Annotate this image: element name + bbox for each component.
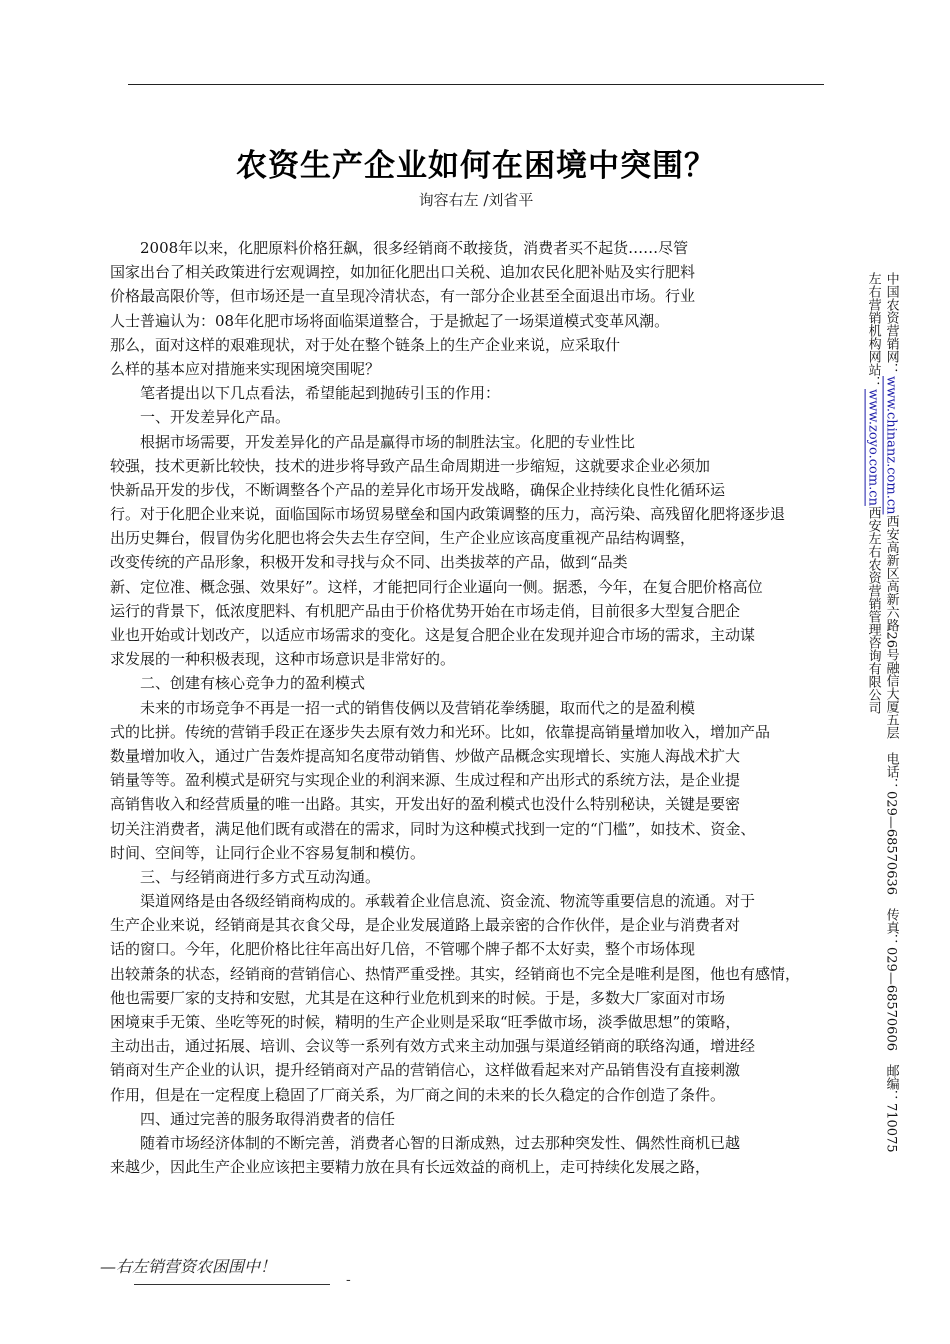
side-note-contact (884, 272, 898, 1153)
paragraph-line: 未来的市场竞争不再是一招一式的销售伎俩以及营销花拳绣腿，取而代之的是盈利模 (110, 698, 696, 717)
paragraph-line: 四、通过完善的服务取得消费者的信任 (110, 1109, 396, 1128)
article-body (110, 236, 830, 1179)
paragraph-line: 话的窗口。今年，化肥价格比往年高出好几倍，不管哪个牌子都不太好卖，整个市场体现 (110, 940, 696, 959)
paragraph-line: 随着市场经济体制的不断完善，消费者心智的日渐成熟，过去那种突发性、偶然性商机已越 (110, 1133, 741, 1152)
paragraph-line: 2008年以来，化肥原料价格狂飙，很多经销商不敢接货，消费者买不起货……尽管 (110, 239, 689, 257)
paragraph-line: 人士普遍认为：08年化肥市场将面临渠道整合，于是掀起了一场渠道模式变革风潮。 (110, 311, 670, 330)
paragraph-line: 二、创建有核心竞争力的盈利模式 (110, 674, 366, 693)
paragraph-line: 高销售收入和经营质量的唯一出路。其实，开发出好的盈利模式也没什么特别秘诀，关键是要密 (110, 795, 741, 814)
paragraph-line: 式的比拼。传统的营销手段正在逐步失去原有效力和光环。比如，依靠提高销量增加收入，增加产品 (110, 722, 771, 741)
paragraph-line: 主动出击，通过拓展、培训、会议等一系列有效方式来主动加强与渠道经销商的联络沟通，增进经 (110, 1037, 756, 1056)
website-link[interactable]: www.zoyo.com.cn (865, 389, 881, 506)
paragraph-line: 新、定位准、概念强、效果好”。这样，才能把同行企业逼向一侧。据悉，今年，在复合肥价格高位 (110, 577, 763, 596)
paragraph-line: 困境束手无策、坐吃等死的时候，精明的生产企业则是采取“旺季做市场，淡季做思想”的策略， (110, 1013, 741, 1031)
paragraph-line: 销量等等。盈利模式是研究与实现企业的利润来源、生成过程和产出形式的系统方法，是企业提 (110, 771, 741, 790)
paragraph-line: 笔者提出以下几点看法，希望能起到抛砖引玉的作用： (110, 384, 501, 403)
paragraph-line: 运行的背景下，低浓度肥料、有机肥产品由于价格优势开始在市场走俏，目前很多大型复合肥企 (110, 601, 741, 620)
byline: 询容右左 /刘省平 (418, 191, 534, 209)
paragraph-line: 来越少，因此生产企业应该把主要精力放在具有长远效益的商机上，走可持续化发展之路， (110, 1158, 711, 1177)
side-note-company-label: 左右营销机构网站： (865, 272, 881, 389)
paragraph-line: 国家出台了相关政策进行宏观调控，如加征化肥出口关税、追加农民化肥补贴及实行肥料 (110, 263, 696, 282)
paragraph-line: 较强，技术更新比较快，技术的进步将导致产品生命周期进一步缩短，这就要求企业必须加 (110, 456, 711, 475)
side-note-company-name: 西安左右农资营销管理咨询有限公司 (865, 505, 881, 714)
paragraph-line: 快新品开发的步伐，不断调整各个产品的差异化市场开发战略，确保企业持续化良性化循环运 (110, 480, 726, 499)
paragraph-line: 销商对生产企业的认识，提升经销商对产品的营销信心，这样做看起来对产品销售没有直接刺激 (110, 1061, 741, 1080)
paragraph-line: 改变传统的产品形象，积极开发和寻找与众不同、出类拔萃的产品，做到“品类 (110, 553, 628, 572)
paragraph-line: 三、与经销商进行多方式互动沟通。 (110, 867, 381, 886)
chinanz-link[interactable]: www.chinanz.com.cn (883, 376, 899, 515)
paragraph-line: 行。对于化肥企业来说，面临国际市场贸易壁垒和国内政策调整的压力，高污染、高残留化肥将逐步退 (110, 505, 786, 524)
paragraph-line: 一、开发差异化产品。 (110, 408, 291, 427)
paragraph-line: 么样的基本应对措施来实现困境突围呢？ (110, 359, 381, 378)
paragraph-line: 出历史舞台，假冒伪劣化肥也将会失去生存空间，生产企业应该高度重视产品结构调整， (110, 529, 696, 548)
paragraph-line: 那么，面对这样的艰难现状，对于处在整个链条上的生产企业来说，应采取什 (110, 335, 621, 354)
paragraph-line: 生产企业来说，经销商是其衣食父母，是企业发展道路上最亲密的合作伙伴，是企业与消费者对 (110, 916, 741, 935)
paragraph-line: 作用，但是在一定程度上稳固了厂商关系，为厂商之间的未来的长久稳定的合作创造了条件。 (110, 1085, 726, 1104)
footer-rule (134, 1284, 330, 1285)
footer-mark: - (346, 1272, 351, 1288)
side-note-contact-text: 西安高新区高新六路26号融信大厦五层 电话：029—68570636 传真：029—68570606 邮编：710075 (883, 514, 899, 1153)
paragraph-line: 渠道网络是由各级经销商构成的。承载着企业信息流、资金流、物流等重要信息的流通。对于 (110, 892, 756, 911)
paragraph-line: 他也需要厂家的支持和安慰，尤其是在这种行业危机到来的时候。于是，多数大厂家面对市场 (110, 988, 726, 1007)
paragraph-line: 切关注消费者，满足他们既有或潜在的需求，同时为这种模式找到一定的“门槛”，如技术、资金、 (110, 819, 756, 838)
side-note-company (866, 272, 880, 714)
side-note-contact-label: 中国农资营销网： (883, 272, 899, 376)
paragraph-line: 时间、空间等，让同行企业不容易复制和模仿。 (110, 843, 426, 862)
paragraph-line: 出较萧条的状态，经销商的营销信心、热情严重受挫。其实，经销商也不完全是唯利是图，他也有感情， (110, 964, 801, 983)
paragraph-line: 业也开始或计划改产，以适应市场需求的变化。这是复合肥企业在发现并迎合市场的需求，主动谋 (110, 626, 756, 644)
page-title: 农资生产企业如何在困境中突围？ (236, 148, 716, 184)
paragraph-line: 根据市场需要，开发差异化的产品是赢得市场的制胜法宝。化肥的专业性比 (110, 432, 636, 451)
header-rule (128, 84, 824, 85)
paragraph-line: 价格最高限价等，但市场还是一直呈现冷清状态，有一部分企业甚至全面退出市场。行业 (110, 287, 696, 306)
paragraph-line: 求发展的一种积极表现，这种市场意识是非常好的。 (110, 650, 456, 669)
footer-text: —右左销营资农困围中！ (100, 1257, 277, 1276)
paragraph-line: 数量增加收入，通过广告轰炸提高知名度带动销售、炒做产品概念实现增长、实施人海战术扩大 (110, 746, 741, 765)
